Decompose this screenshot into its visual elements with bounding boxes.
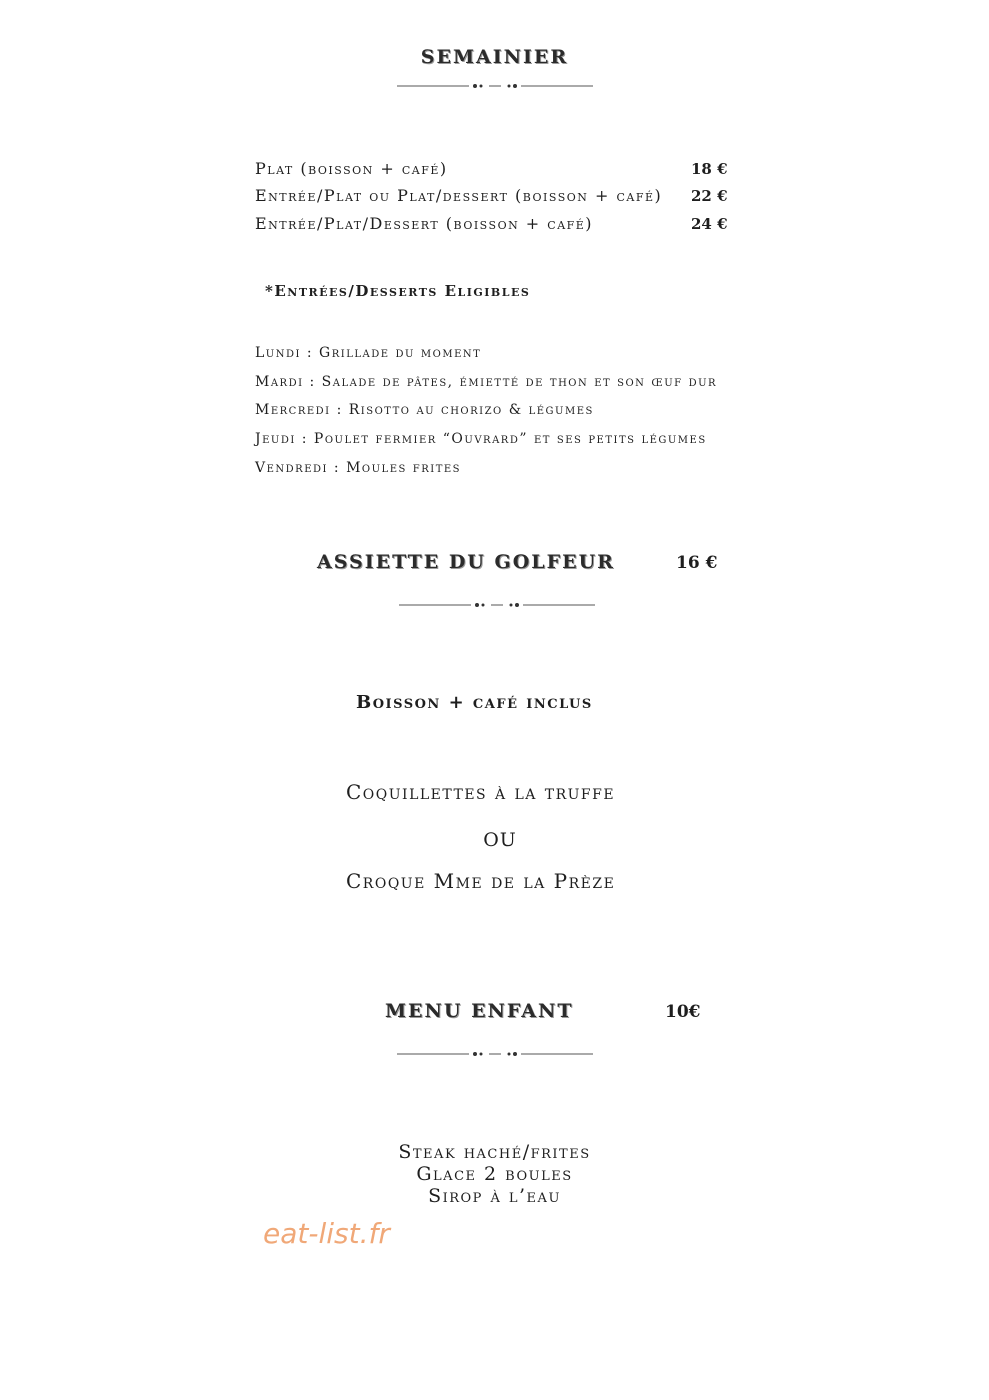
eligible-note: *Entrées/Desserts Eligibles	[265, 282, 531, 300]
enfant-item: Sirop à l’eau	[428, 1185, 561, 1207]
ornament-divider	[397, 81, 593, 91]
menu-row-label: Plat (boisson + café)	[255, 159, 448, 178]
enfant-title: MENU ENFANT	[385, 1000, 574, 1022]
watermark: eat-list.fr	[263, 1217, 390, 1250]
semainier-title: SEMAINIER	[420, 46, 569, 68]
golfeur-price: 16 €	[676, 553, 718, 573]
day-item: Jeudi : Poulet fermier “Ouvrard” et ses petits légumes	[255, 431, 707, 447]
day-item: Lundi : Grillade du moment	[255, 345, 482, 361]
ornament-divider	[397, 1049, 593, 1059]
ornament-divider	[399, 600, 595, 610]
menu-row-price: 22 €	[691, 187, 728, 205]
golfeur-option: Coquillettes à la truffe	[346, 780, 616, 804]
golfeur-or: OU	[483, 829, 517, 851]
day-item: Mercredi : Risotto au chorizo & légumes	[255, 402, 594, 418]
golfeur-included: Boisson + café inclus	[356, 692, 593, 713]
menu-row-label: Entrée/Plat/Dessert (boisson + café)	[255, 214, 594, 233]
day-item: Mardi : Salade de pâtes, émietté de thon et son œuf dur	[255, 374, 718, 390]
menu-row-label: Entrée/Plat ou Plat/dessert (boisson + café)	[255, 186, 663, 205]
enfant-item: Glace 2 boules	[416, 1163, 573, 1185]
menu-row-price: 18 €	[691, 160, 728, 178]
golfeur-option: Croque Mme de la Prèze	[346, 869, 616, 893]
enfant-price: 10€	[665, 1002, 701, 1022]
day-item: Vendredi : Moules frites	[255, 460, 462, 476]
menu-row-price: 24 €	[691, 215, 728, 233]
golfeur-title: ASSIETTE DU GOLFEUR	[317, 551, 615, 573]
enfant-item: Steak haché/frites	[398, 1141, 591, 1163]
